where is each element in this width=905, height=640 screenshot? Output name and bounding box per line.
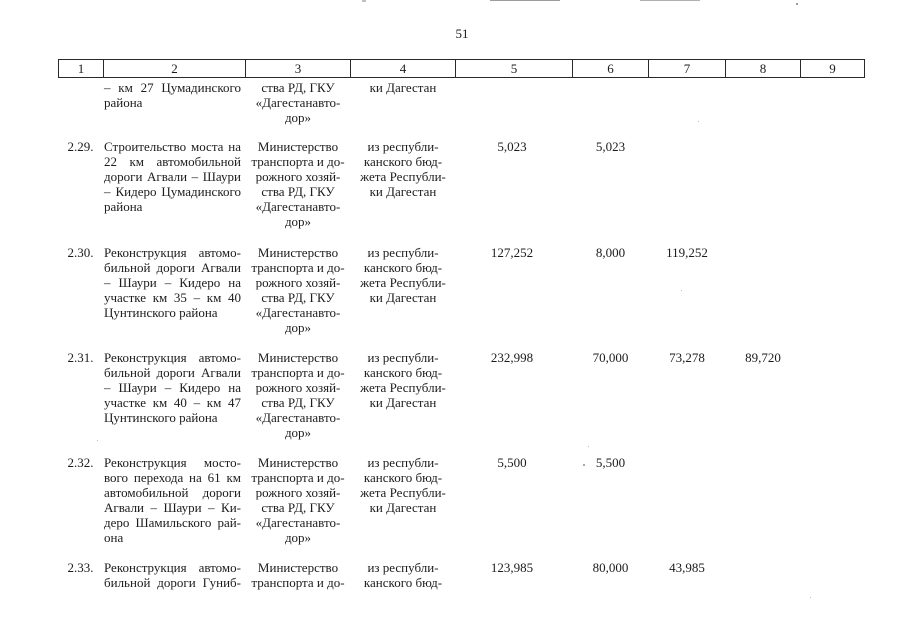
amount-col-5: 123,985 — [490, 560, 534, 575]
executor-line: рожного хозяй- — [255, 169, 341, 184]
amount-col-6: 70,000 — [592, 350, 629, 365]
executor-line: транспорта и до- — [251, 154, 345, 169]
object-name-line: Реконструкция мосто- — [104, 455, 241, 470]
executor-line: транспорта и до- — [251, 470, 345, 485]
table-row — [0, 139, 905, 234]
table-row — [0, 560, 905, 640]
funding-source-line: жета Республи- — [360, 485, 446, 500]
object-name-cell — [104, 560, 241, 590]
funding-source-line: ки Дагестан — [369, 80, 437, 95]
object-name-line: – Шаури – Кидеро на — [104, 275, 241, 290]
funding-source-cell — [351, 455, 455, 515]
funding-source-cell — [351, 80, 455, 95]
executor-line: «Дагестанавто- — [255, 515, 341, 530]
executor-line: Министерство — [257, 350, 339, 365]
executor-cell — [246, 455, 350, 545]
funding-source-cell — [351, 560, 455, 590]
executor-line: дор» — [284, 425, 312, 440]
amount-col-7: 73,278 — [669, 350, 705, 365]
object-name-line: автомобильной дороги — [104, 485, 241, 500]
executor-line: ства РД, ГКУ — [261, 395, 335, 410]
executor-line: ства РД, ГКУ — [261, 290, 335, 305]
funding-source-line: канского бюд- — [363, 260, 443, 275]
executor-cell — [246, 245, 350, 335]
executor-line: Министерство — [257, 560, 339, 575]
object-name-line: Строительство моста на — [104, 139, 241, 154]
amount-col-5: 5,023 — [497, 139, 527, 154]
executor-line: Министерство — [257, 455, 339, 470]
funding-source-line: из республи- — [367, 560, 439, 575]
executor-line: транспорта и до- — [251, 575, 345, 590]
funding-source-cell — [351, 350, 455, 410]
object-name-line: района — [104, 95, 143, 110]
executor-line: ства РД, ГКУ — [261, 80, 335, 95]
funding-source-line: из республи- — [367, 455, 439, 470]
column-header-4: 4 — [350, 60, 455, 77]
column-header-7: 7 — [648, 60, 725, 77]
executor-line: ства РД, ГКУ — [261, 184, 335, 199]
object-name-line: – Шаури – Кидеро на — [104, 380, 241, 395]
funding-source-line: жета Республи- — [360, 275, 446, 290]
funding-source-cell — [351, 139, 455, 199]
amount-col-6: 80,000 — [592, 560, 629, 575]
row-number: 2.29. — [67, 139, 94, 154]
funding-source-line: канского бюд- — [363, 365, 443, 380]
object-name-line: вого перехода на 61 км — [104, 470, 241, 485]
object-name-line: бильной дороги Гуниб- — [104, 575, 241, 590]
object-name-line: Реконструкция автомо- — [104, 245, 241, 260]
executor-line: транспорта и до- — [251, 260, 345, 275]
amount-col-7: 119,252 — [666, 245, 708, 260]
object-name-line: участке км 35 – км 40 — [104, 290, 241, 305]
funding-source-line: из республи- — [367, 139, 439, 154]
funding-source-line: жета Республи- — [360, 169, 446, 184]
funding-source-line: жета Республи- — [360, 380, 446, 395]
column-header-6: 6 — [572, 60, 648, 77]
column-header-3: 3 — [245, 60, 350, 77]
object-name-cell — [104, 455, 241, 545]
object-name-line: она — [104, 530, 124, 545]
object-name-line: деро Шамильского рай- — [104, 515, 241, 530]
executor-line: Министерство — [257, 139, 339, 154]
executor-line: дор» — [284, 110, 312, 125]
table-row — [0, 245, 905, 340]
executor-line: рожного хозяй- — [255, 380, 341, 395]
executor-line: рожного хозяй- — [255, 485, 341, 500]
page-number: 51 — [455, 26, 469, 41]
executor-line: «Дагестанавто- — [255, 95, 341, 110]
executor-line: ства РД, ГКУ — [261, 500, 335, 515]
executor-line: «Дагестанавто- — [255, 410, 341, 425]
object-name-line: бильной дороги Агвали — [104, 260, 241, 275]
funding-source-line: канского бюд- — [363, 470, 443, 485]
funding-source-line: ки Дагестан — [369, 290, 437, 305]
executor-line: «Дагестанавто- — [255, 305, 341, 320]
funding-source-line: канского бюд- — [363, 154, 443, 169]
amount-col-5: 127,252 — [490, 245, 534, 260]
executor-cell — [246, 139, 350, 229]
column-header-9: 9 — [800, 60, 864, 77]
executor-line: «Дагестанавто- — [255, 199, 341, 214]
executor-line: рожного хозяй- — [255, 275, 341, 290]
funding-source-line: ки Дагестан — [369, 184, 437, 199]
table-header-row — [58, 59, 865, 78]
funding-source-line: ки Дагестан — [369, 395, 437, 410]
amount-col-8: 89,720 — [745, 350, 781, 365]
object-name-line: Реконструкция автомо- — [104, 560, 241, 575]
table-row — [0, 350, 905, 445]
funding-source-line: из республи- — [367, 245, 439, 260]
amount-col-6: 8,000 — [595, 245, 626, 260]
amount-col-7: 43,985 — [669, 560, 705, 575]
executor-cell — [246, 560, 350, 590]
funding-source-line: канского бюд- — [363, 575, 443, 590]
object-name-line: Цунтинского района — [104, 305, 218, 320]
row-number: 2.31. — [67, 350, 94, 365]
executor-cell — [246, 80, 350, 125]
object-name-line: района — [104, 199, 143, 214]
row-number: 2.32. — [67, 455, 94, 470]
object-name-cell — [104, 245, 241, 320]
executor-line: дор» — [284, 320, 312, 335]
amount-col-6: 5,023 — [595, 139, 626, 154]
object-name-line: – км 27 Цумадинского — [104, 80, 241, 95]
table-row — [0, 455, 905, 550]
object-name-line: бильной дороги Агвали — [104, 365, 241, 380]
funding-source-cell — [351, 245, 455, 305]
column-header-2: 2 — [103, 60, 245, 77]
object-name-line: Агвали – Шаури – Ки- — [104, 500, 241, 515]
column-header-5: 5 — [455, 60, 572, 77]
object-name-cell — [104, 139, 241, 214]
executor-line: дор» — [284, 530, 312, 545]
amount-col-5: 5,500 — [497, 455, 527, 470]
executor-line: транспорта и до- — [251, 365, 345, 380]
object-name-cell — [104, 80, 241, 110]
executor-cell — [246, 350, 350, 440]
row-number: 2.33. — [67, 560, 94, 575]
column-header-8: 8 — [725, 60, 800, 77]
funding-source-line: ки Дагестан — [369, 500, 437, 515]
object-name-line: дороги Агвали – Шаури — [104, 169, 241, 184]
object-name-line: Реконструкция автомо- — [104, 350, 241, 365]
object-name-line: 22 км автомобильной — [104, 154, 241, 169]
row-number: 2.30. — [67, 245, 94, 260]
executor-line: дор» — [284, 214, 312, 229]
object-name-line: Цунтинского района — [104, 410, 218, 425]
object-name-line: участке км 40 – км 47 — [104, 395, 241, 410]
amount-col-6: 5,500 — [595, 455, 626, 470]
column-header-1: 1 — [77, 61, 85, 76]
object-name-cell — [104, 350, 241, 425]
executor-line: Министерство — [257, 245, 339, 260]
object-name-line: – Кидеро Цумадинского — [104, 184, 241, 199]
amount-col-5: 232,998 — [490, 350, 534, 365]
funding-source-line: из республи- — [367, 350, 439, 365]
